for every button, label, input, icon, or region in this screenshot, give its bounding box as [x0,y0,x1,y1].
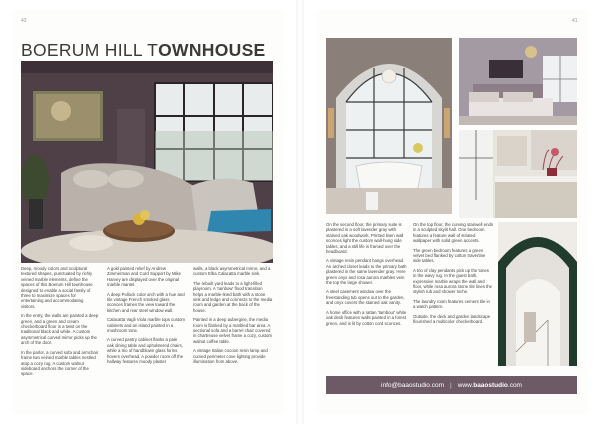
title-bold: OWNHOUSE [158,40,266,60]
left-column-3 [193,266,273,369]
bedroom-illustration [459,38,577,125]
right-column-1 [326,222,408,330]
paragraph: A deep Pollock color arch with a hue and tile vintage French smoked glass sconces frames the view toward the kitchen and rear steel window wall. [107,291,185,313]
paragraph: The rebuilt yard leads to a light-filled playroom. A 'rainbow' flood transition helps a marble-lined bath with a stone sink and ledge and connects to the media room and garden at the back of the house. [193,280,273,313]
arched-stair-hall-photo [498,222,577,366]
paragraph: On the top floor, the curving stairwell ends in a sculpted skylit hall. One bedroom features a feature wall of striated wallpaper with solid green accents. [413,222,494,244]
paragraph: Calacatta Vagli Viola marble tops custom cabinets and an island painted in a mushroom tone. [107,317,185,334]
url-prefix: www. [457,381,474,389]
footer-email-link[interactable]: info@baaostudio.com [381,381,444,389]
article-title [21,40,266,61]
paragraph: A gold painted relief by Andrew Zimmerman and Curd Support by Mike Harvey are displayed over the original marble mantel. [107,266,182,288]
url-suffix: .com [507,381,522,389]
url-brand: baaostudio [473,381,508,389]
paragraph: The green bedroom features a green velvet bed flanked by cotton travertine side tables. [413,247,486,264]
paragraph: A steel casement window over the freestanding tub opens out to the garden, and onyx covers the stained oak vanity. [326,289,405,306]
paragraph: A home office with a rattan 'tambour' white oak desk features walls painted in a forest green, and is lit by cotton cord sconces. [326,309,407,326]
paragraph: In the parlor, a curved sofa and armchair frame two veined marble tables nestled atop a cozy rug. A custom walnut sideboard anchors the corner of the space. [21,349,99,377]
paragraph: The laundry room features cement tile in a watch pattern. [413,298,490,310]
page-number-left: 42 [21,18,27,24]
hero-living-room-photo [21,61,273,263]
title-light: BOERUM HILL T [21,40,159,60]
paragraph: In the entry, the walls are painted a deep green, and a green and cream checkerboard floor is a twist on the traditional black and white. A custom asymmetrical curved mirror picks up the arch of the door. [21,313,99,346]
paragraph: walls, a black asymmetrical mirror, and a custom Elba Calacatta marble sink. [193,266,271,277]
footer-separator: | [449,381,452,389]
right-column-2 [413,222,493,329]
paragraph: A vintage resin pendant hangs overhead. An arched closet leads to the primary bath plastered in the same lavender gray. Here green onyx and rosa aurora marbles vein the top the large shower. [326,258,407,286]
kitchen-photo [459,130,577,218]
paragraph: Outside, the deck and garden landscape flourished a multicolor checkerboard. [413,313,491,325]
bedroom-photo [459,38,577,125]
living-room-illustration [21,61,273,263]
footer-website-link[interactable] [458,382,522,389]
kitchen-illustration [459,130,577,218]
book-gutter [296,0,304,424]
paragraph: Painted in a deep aubergine, the media room is flanked by a marbled bar area. A sectional sofa and a barrel chair covered in chartreuse velvet frame a cozy, custom walnut coffee table. [193,317,272,344]
paragraph: On the second floor, the primary suite is plastered in a soft lavender gray with stained oak woodwork. Printed linen wall sconces light the custom wall-hung side tables, and a still life is framed over the headboard. [326,222,404,255]
bathroom-illustration [326,38,452,214]
paragraph: A vintage Italian cocoon resin lamp and curved perimeter cove lighting provide illumination from above. [193,348,268,365]
page-number-right: 41 [572,18,578,24]
contact-footer-bar [326,376,577,394]
left-column-2 [107,266,185,369]
left-column-1 [21,266,99,381]
stair-hall-illustration [498,222,577,366]
paragraph: A trio of clay pendants pick up the tones in the wavy rug. In the guest bath, expressive marble wraps the wall and floor, while rosa aurora stone tile lines the stylish tub and shower niche. [413,267,493,295]
paragraph: A curved pantry cabinet flanks a pale oak dining table and upholstered chairs, while a trio of handblown glass forms hovers overhead. A powder room off the hallway features moody plaster [107,337,184,365]
paragraph: Deep, moody colors and sculptural textured shapes, punctuated by richly veined marble elements, define the spaces of this Boerum Hill townhouse designed to enable a social family of three to maximize spaces for entertaining and accommodating visitors. [21,266,93,309]
arched-bathroom-photo [326,38,452,214]
